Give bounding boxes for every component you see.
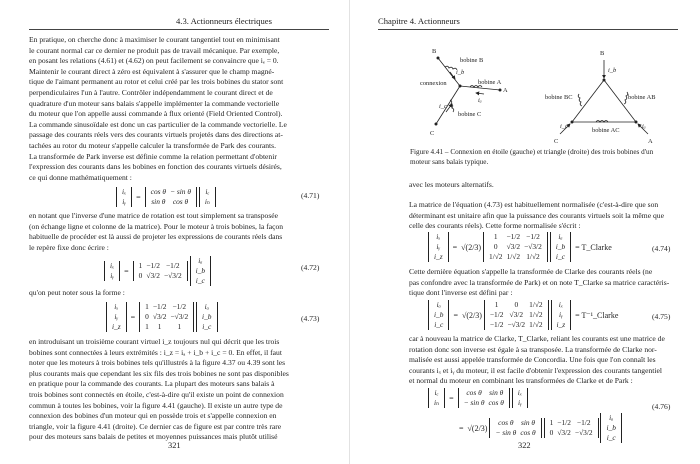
matrix-cell: i_c — [195, 276, 205, 285]
text-line: tique dont l'inverse est défini par : — [409, 288, 513, 298]
left-paragraph-4 — [29, 337, 329, 443]
matrix-cell: 1 — [177, 322, 182, 331]
text-line: en posant les relations (4.61) et (4.62) on peut facilement se convaincre que iₑ = 0. — [29, 56, 279, 66]
matrix — [489, 418, 541, 438]
matrix-cell: 1 — [157, 322, 162, 331]
matrix — [600, 413, 621, 443]
matrix-cell: iᵧ — [558, 310, 563, 319]
text-line: qu'on peut noter sous la forme : — [29, 288, 125, 297]
text-line: perpendiculaires l'un à l'autre. Contrôler indépendamment le courant direct et de — [29, 87, 273, 97]
matrix — [106, 302, 127, 332]
text-line: (on échange ligne et colonne de la matrice). Pour le moteur à trois bobines, la façon — [29, 221, 284, 231]
matrix — [139, 302, 194, 332]
matrix-cell: iᵧ — [436, 242, 441, 251]
edge-bc — [572, 80, 604, 122]
right-running-header: Chapitre 4. Actionneurs — [378, 16, 460, 26]
matrix-cell: iₓ — [517, 388, 522, 397]
matrix-cell: −1/2 — [172, 302, 187, 311]
label-bobine-c: bobine C — [458, 111, 482, 118]
text-line: commun à toutes les bobines, voir la figure 4.41 (gauche). Il existe un autre type de — [29, 400, 283, 410]
matrix-cell: sin θ — [520, 418, 536, 427]
clarke-inverse-rhs: = T⁻¹_Clarke — [575, 310, 619, 320]
matrix-cell: −1/2 — [489, 320, 504, 329]
left-running-header: 4.3. Actionneurs électriques — [176, 16, 272, 26]
matrix-cell: i_c — [434, 320, 444, 329]
matrix-cell: iₐ — [558, 232, 563, 241]
matrix-cell: −1/2 — [506, 232, 521, 241]
label-bobine-ab: bobine AB — [628, 94, 656, 101]
matrix-cell: 1/√2 — [529, 310, 543, 319]
matrix-cell: 1 — [494, 300, 499, 309]
matrix-cell: − sin θ — [170, 187, 191, 196]
equation-4-75: iₐ i_b i_c = √(2/3) 1 0 1/√2 −1/2 √3/2 1/√2 −1/2 −√3/2 1/√2 iₓ iᵧ i_z = T⁻¹_Clarke — [428, 300, 622, 330]
matrix-cell: i_c — [202, 322, 212, 331]
edge-ab — [604, 80, 636, 122]
matrix-cell: −1/2 — [557, 418, 571, 427]
equation-number: (4.72) — [301, 263, 320, 272]
right-paragraph-1 — [409, 180, 679, 191]
text-line: noter que les moteurs à trois bobines tels qu'illustrés à la figure 4.37 ou 4.39 sont les — [29, 358, 286, 368]
matrix-cell: iₑ — [205, 187, 210, 196]
matrix — [190, 256, 211, 286]
text-line: quadrature d'un moteur sans balais s'appelle implémenter la commande vectorielle — [29, 98, 280, 108]
label-connexion: connexion — [420, 80, 447, 87]
text-line: Maintenir le courant direct à zéro est équivalent à s'assurer que le champ magné- — [29, 66, 275, 76]
matrix — [550, 232, 571, 262]
label-ic: i_c — [439, 103, 447, 110]
matrix-cell: iₐ — [609, 413, 614, 422]
matrix-cell: iₐ — [198, 256, 203, 265]
text-line: passage des courants réels vers des courants virtuels projetés dans des directions at- — [29, 130, 283, 140]
matrix — [484, 300, 549, 330]
matrix-cell: sin θ — [489, 388, 504, 397]
matrix-cell: iᵧ — [122, 197, 126, 206]
matrix-cell: iₓ — [122, 187, 127, 196]
text-line: en introduisant un troisième courant virtuel i_z toujours nul qui décrit que les trois — [29, 337, 280, 346]
matrix-cell: 1 — [145, 322, 149, 331]
text-line: avec les moteurs alternatifs. — [409, 180, 494, 189]
text-line: La transformée de Park inverse est définie comme la relation permettant d'obtenir — [29, 151, 277, 161]
text-line: En pratique, on cherche donc à maximiser le courant tangentiel tout en minimisant — [29, 35, 280, 44]
matrix-cell: 1/√2 — [489, 252, 503, 261]
equation-4-74: iₓ iᵧ i_z = √(2/3) 1 −1/2 −1/2 0 √3/2 −√3/2 1/√2 1/√2 1/√2 iₐ i_b i_c = T_Clarke — [428, 232, 616, 262]
node-c-tri — [571, 121, 574, 124]
label-bobine-ac: bobine AC — [592, 127, 620, 134]
matrix-cell: 1 — [145, 302, 149, 311]
text-line: courants iₓ et iᵧ du moteur, il est facile d'obtenir l'expression des courants tangentiel — [409, 365, 662, 375]
matrix-cell: iₐ — [204, 302, 209, 311]
text-line: du moteur que l'on appelle aussi commande à flux orienté (Field Oriented Control). — [29, 109, 283, 119]
matrix-cell: i_b — [195, 266, 206, 275]
matrix-cell: 1/√2 — [526, 252, 540, 261]
arrow-ic — [446, 104, 452, 112]
node-a — [499, 89, 502, 92]
matrix-cell: −1/2 — [152, 302, 167, 311]
text-line: l'expression des courants dans les bobines en fonction des courants virtuels désirés, — [29, 162, 282, 172]
text-line: habituelle de procéder est là aussi de projeter les expressions de courants réels dans — [29, 232, 283, 242]
text-line: en notant que l'inverse d'une matrice de rotation est tout simplement sa transposée — [29, 211, 279, 220]
star-center-node — [459, 85, 462, 88]
matrix-cell: −1/2 — [576, 418, 591, 427]
matrix-cell: √3/2 — [509, 310, 524, 319]
matrix-cell: iₙ — [204, 197, 210, 206]
right-header-rule — [378, 29, 678, 30]
matrix-cell: cos θ — [498, 418, 514, 427]
matrix-cell: 0 — [138, 271, 143, 280]
matrix-cell: √3/2 — [506, 242, 521, 251]
matrix-cell: i_c — [606, 433, 616, 442]
left-page-number: 321 — [168, 441, 181, 450]
left-paragraph-1 — [29, 35, 329, 183]
label-node-a: A — [503, 87, 508, 94]
right-paragraph-4 — [409, 334, 679, 387]
matrix-cell: cos θ — [172, 197, 189, 206]
matrix-cell: 1 — [138, 261, 143, 270]
matrix-cell: iₓ — [110, 261, 115, 270]
matrix-cell: 1 — [549, 418, 554, 427]
matrix-cell: 1/√2 — [529, 300, 543, 309]
arrow-ia — [476, 93, 484, 94]
matrix-cell: iᵧ — [517, 398, 522, 407]
matrix — [104, 261, 120, 281]
matrix-cell: i_b — [434, 310, 444, 319]
text-line: triangle, voir la figure 4.41 (droite). Ce dernier cas de figure est par contre très rare — [29, 421, 282, 431]
matrix-cell: −√3/2 — [507, 320, 526, 329]
matrix-cell: iₓ — [558, 300, 563, 309]
text-line: plus courants mais que cependant les six fils des trois bobines ne sont pas disponibles — [29, 368, 289, 378]
text-line: trois bobines sont connectés en étoile, c'est-à-dire qu'il existe un point de connexion — [29, 389, 284, 399]
matrix-cell: −√3/2 — [574, 428, 593, 437]
matrix-cell: 0 — [549, 428, 554, 437]
matrix-cell: i_z — [112, 322, 121, 331]
matrix — [458, 388, 510, 408]
label-ia: iₐ — [478, 97, 482, 104]
sqrt-coefficient: √(2/3) — [467, 423, 488, 433]
text-line: ce qui donne mathématiquement : — [29, 172, 132, 182]
equation-number: (4.74) — [652, 244, 671, 253]
matrix-cell: 0 — [145, 312, 149, 321]
label-node-a-tri: A — [648, 138, 653, 145]
equation-4-71: iₓ iᵧ = cos θ − sin θ sin θ cos θ iₑ iₙ — [116, 187, 216, 207]
matrix-cell: i_b — [555, 242, 566, 251]
label-ic-tri: i_c — [560, 123, 568, 130]
matrix-cell: − sin θ — [495, 428, 517, 437]
equation-4-72: iₓ iᵧ = 1 −1/2 −1/2 0 √3/2 −√3/2 iₐ i_b i_c — [104, 256, 211, 286]
equation-number: (4.73) — [301, 314, 320, 323]
matrix — [196, 302, 217, 332]
text-line: car à nouveau la matrice de Clarke, T_Clarke, reliant les courants est une matrice de — [409, 334, 665, 343]
right-page-number: 322 — [518, 441, 531, 450]
matrix-cell: cos θ — [488, 398, 504, 407]
text-line: La commande sinusoïdale est donc un cas particulier de la commande vectorielle. Le — [29, 119, 287, 129]
matrix-cell: − sin θ — [463, 398, 485, 407]
matrix — [428, 232, 449, 262]
text-line: tique de l'aimant permanent au rotor et celui créé par les trois bobines du stator sont — [29, 77, 284, 87]
matrix-cell: iᵧ — [114, 312, 119, 321]
matrix — [133, 261, 188, 281]
matrix-cell: √3/2 — [152, 312, 167, 321]
matrix-cell: cos θ — [520, 428, 536, 437]
matrix — [428, 388, 445, 408]
matrix-cell: iᵧ — [110, 271, 114, 280]
node-c — [435, 123, 438, 126]
text-line: malisée est aussi appelée transformée de Concordia. Une fois que l'on connaît les — [409, 355, 656, 365]
caption-line: Figure 4.41 – Connexion en étoile (gauche) et triangle (droite) des trois bobines d'un — [410, 148, 654, 156]
matrix-cell: √3/2 — [146, 271, 160, 280]
text-line: en pratique pour la commande des courants. La plupart des moteurs sans balais à — [29, 379, 275, 389]
label-ib-tri: i_b — [608, 67, 617, 74]
text-line: La matrice de l'équation (4.73) est habituellement normalisée (c'est-à-dire que son — [409, 200, 659, 209]
equation-4-76-line-1: iₑ iₙ = cos θ sin θ − sin θ cos θ iₓ iᵧ — [428, 388, 528, 408]
matrix-cell: 1/√2 — [529, 320, 543, 329]
equation-number: (4.71) — [301, 191, 320, 200]
equation-number: (4.75) — [652, 312, 671, 321]
text-line: pas confondre avec la transformée de Park) et on note T_Clarke sa matrice caractéris- — [409, 277, 670, 287]
text-line: pour des moteurs sans balais de petites et moyennes puissances mais plutôt utilisé — [29, 432, 278, 442]
label-ib: i_b — [456, 69, 465, 76]
matrix-cell: i_b — [606, 423, 616, 432]
matrix-cell: i_c — [555, 252, 565, 261]
matrix-cell: iₓ — [114, 302, 119, 311]
node-a-tri — [635, 121, 638, 124]
matrix-cell: cos θ — [466, 388, 482, 397]
matrix-cell: −1/2 — [526, 232, 540, 241]
label-node-c: C — [430, 130, 435, 137]
label-node-b-tri: B — [600, 50, 605, 57]
left-paragraph-2 — [29, 211, 329, 253]
sqrt-coefficient: √(2/3) — [461, 310, 482, 320]
right-paragraph-3 — [409, 267, 679, 299]
text-line: bobines sont connectées à leurs extrémités : i_z = iₐ + i_b + i_c = 0. En effet, il faut — [29, 347, 282, 357]
left-header-rule — [29, 29, 329, 30]
text-line: le courant normal car ce dernier ne produit pas de travail mécanique. Par exemple, — [29, 45, 280, 55]
figure-4-41 — [420, 42, 660, 146]
node-b-tri — [603, 79, 606, 82]
matrix-cell: iₑ — [434, 388, 439, 397]
label-bobine-a: bobine A — [478, 79, 502, 86]
matrix-cell: 1 — [493, 232, 498, 241]
matrix-cell: i_b — [202, 312, 212, 321]
text-line: déterminant est unitaire afin que la puissance des courants virtuels soit la même que — [409, 210, 664, 220]
matrix-cell: −1/2 — [489, 310, 504, 319]
arrow-ib — [450, 72, 455, 79]
matrix-cell: i_z — [434, 252, 443, 261]
text-line: tachées au rotor du moteur s'appelle calculer la transformée de Park des courants. — [29, 140, 277, 150]
equation-4-73: iₓ iᵧ i_z = 1 −1/2 −1/2 0 √3/2 −√3/2 1 1 1 iₐ i_b i_c — [106, 302, 218, 332]
label-node-b: B — [432, 48, 437, 55]
caption-line: moteur sans balais typique. — [410, 158, 489, 166]
matrix-cell: iₓ — [436, 232, 441, 241]
matrix-cell: iₙ — [434, 398, 440, 407]
label-node-c-tri: C — [554, 138, 559, 145]
sqrt-coefficient: √(2/3) — [461, 242, 482, 252]
matrix — [544, 418, 599, 438]
matrix-cell: −1/2 — [146, 261, 160, 270]
matrix-cell: cos θ — [150, 187, 167, 196]
matrix — [145, 187, 197, 207]
text-line: rotation donc son inverse est égale à sa transposée. La transformée de Clarke nor- — [409, 344, 657, 354]
wire-a — [460, 86, 500, 90]
matrix — [428, 300, 449, 330]
clarke-rhs: = T_Clarke — [575, 242, 612, 252]
matrix-cell: 0 — [514, 300, 519, 309]
text-line: le repère fixe donc écrire : — [29, 242, 109, 252]
right-page — [350, 0, 700, 464]
coil-bc — [578, 94, 582, 106]
matrix-cell: −√3/2 — [524, 242, 542, 251]
matrix-cell: −√3/2 — [164, 271, 182, 280]
matrix-cell: 0 — [493, 242, 498, 251]
text-line: Cette dernière équation s'appelle la transformée de Clarke des courants réels (ne — [409, 267, 653, 276]
matrix — [483, 232, 548, 262]
right-paragraph-2 — [409, 200, 679, 232]
equation-4-76-line-2: = √(2/3) cos θ sin θ − sin θ cos θ 1 −1/2 −1/2 0 √3/2 −√3/2 iₐ i_b i_c — [455, 413, 622, 443]
matrix — [199, 187, 216, 207]
matrix-cell: √3/2 — [557, 428, 571, 437]
matrix-cell: sin θ — [151, 197, 166, 206]
matrix-cell: −√3/2 — [170, 312, 189, 321]
left-paragraph-3 — [29, 288, 329, 299]
matrix-cell: iₐ — [436, 300, 441, 309]
node-b — [437, 57, 440, 60]
text-line: connexion des bobines d'un moteur qui en possède trois et s'appelle connexion en — [29, 411, 277, 421]
label-ia-tri: iₐ — [642, 123, 646, 130]
label-bobine-b: bobine B — [460, 57, 484, 64]
matrix-cell: −1/2 — [166, 261, 180, 270]
figure-caption — [410, 147, 678, 167]
equation-number: (4.76) — [652, 402, 671, 411]
text-line: celle des courants réels). Cette forme normalisée s'écrit : — [409, 221, 581, 231]
matrix-cell: i_z — [556, 320, 566, 329]
label-bobine-bc: bobine BC — [545, 94, 573, 101]
matrix — [116, 187, 132, 207]
matrix — [551, 300, 572, 330]
matrix — [512, 388, 528, 408]
text-line: et normal du moteur en combinant les transformées de Clarke et de Park : — [409, 376, 633, 386]
matrix-cell: 1/√2 — [506, 252, 521, 261]
